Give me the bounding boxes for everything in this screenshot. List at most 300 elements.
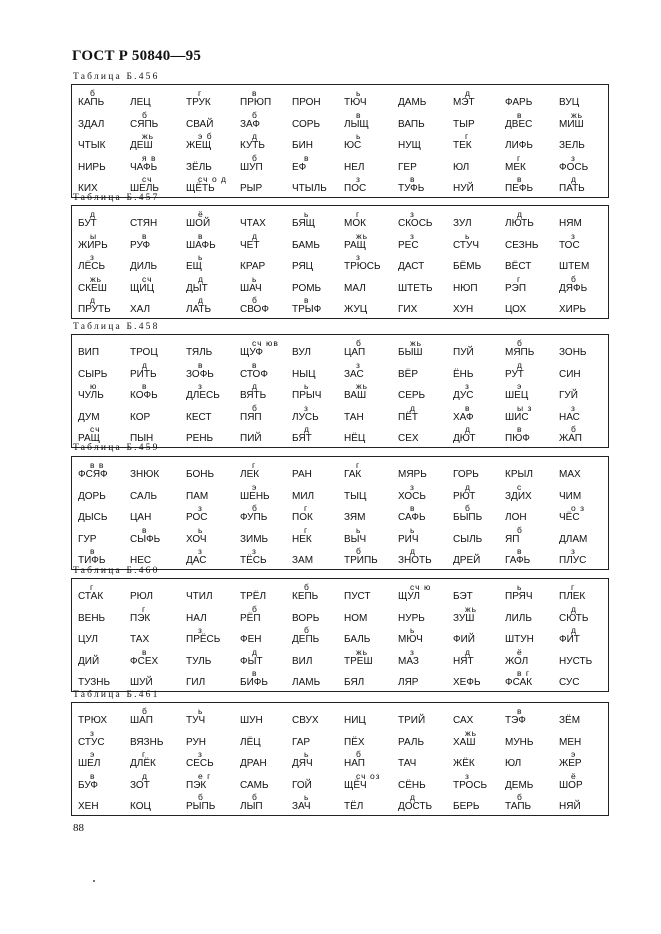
variant-note: сч о д [198, 174, 227, 184]
variant-note [78, 404, 100, 412]
word-text: ГАФЬ [505, 555, 531, 566]
word-text: ДЯФЬ [559, 282, 588, 294]
variant-note [78, 132, 105, 140]
word-text: ЗНЮК [130, 469, 160, 480]
word-cell [398, 210, 433, 229]
word-text: ШАФЬ [186, 239, 216, 251]
variant-note: е г [198, 770, 212, 781]
word-cell [559, 648, 592, 667]
variant-note: б [517, 338, 523, 348]
word-text: ФЫТ [240, 655, 263, 667]
variant-note: с [517, 481, 523, 492]
word-text: ЮЛ [505, 758, 522, 769]
word-text: ВЕНЬ [78, 612, 106, 624]
variant-note [505, 729, 533, 737]
word-cell [453, 793, 479, 812]
variant-note: д [198, 295, 204, 305]
variant-note: з [198, 546, 203, 556]
word-cell [559, 275, 587, 294]
variant-note [344, 729, 365, 737]
variant-note: ь [252, 273, 258, 284]
word-text: ДАСТ [398, 261, 425, 272]
variant-note [559, 339, 587, 347]
word-cell [559, 729, 581, 748]
word-cell [505, 253, 531, 272]
variant-note: г [90, 582, 95, 592]
variant-note [78, 154, 106, 162]
word-cell [240, 793, 263, 812]
word-cell [186, 583, 213, 602]
variant-note [130, 626, 149, 634]
word-cell [559, 526, 587, 545]
variant-note: з [465, 381, 470, 391]
word-cell [292, 404, 319, 423]
variant-note [130, 793, 151, 801]
word-text: БУТ [78, 218, 97, 229]
word-text: ВАПЬ [398, 118, 425, 130]
variant-note: в [252, 668, 258, 678]
word-text: ДЕПЬ [292, 634, 320, 645]
word-text: ЧУЛЬ [78, 390, 104, 401]
word-text: ВЫЧ [344, 533, 367, 545]
word-text: ФАРЬ [505, 97, 533, 108]
word-text: БЯЛ [344, 677, 365, 688]
variant-note: д [304, 424, 310, 434]
variant-note [292, 729, 310, 737]
variant-note [186, 425, 213, 433]
word-text: ЗУЛ [453, 218, 472, 229]
variant-note [130, 296, 150, 304]
word-text: ЧИМ [559, 490, 582, 502]
variant-note: э [90, 749, 96, 759]
word-cell [130, 154, 157, 173]
variant-note: з [571, 402, 576, 413]
table-row [72, 750, 608, 772]
variant-note [130, 339, 158, 347]
word-text: ФСАК [505, 677, 533, 688]
word-text: ТРОСЬ [453, 779, 488, 791]
variant-note: б [142, 706, 148, 716]
word-cell [398, 583, 431, 602]
variant-note: жь [356, 646, 369, 657]
variant-note: з [356, 174, 361, 184]
variant-note: д [198, 273, 204, 284]
word-cell [78, 210, 97, 229]
word-text: ФСЯФ [78, 469, 108, 480]
variant-note [130, 483, 157, 491]
word-text: РУФ [130, 239, 151, 251]
word-text: ЕЩ [186, 261, 203, 272]
word-cell [344, 339, 365, 358]
variant-note [559, 210, 582, 218]
variant-note [292, 111, 320, 119]
word-cell [292, 89, 321, 108]
word-text: ЗАЧ [292, 801, 311, 812]
word-cell [453, 89, 475, 108]
variant-note [186, 154, 212, 162]
word-text: НЕС [130, 555, 152, 566]
variant-note [186, 583, 213, 591]
word-cell [292, 707, 319, 726]
word-cell [398, 526, 419, 545]
word-cell [505, 504, 527, 523]
word-cell [292, 605, 319, 624]
word-cell [398, 339, 423, 358]
word-text: ПРУТЬ [78, 304, 111, 315]
word-text: БЕРЬ [453, 801, 480, 812]
word-text: ШУЙ [130, 677, 153, 688]
word-text: ПИЙ [240, 433, 262, 444]
word-text: ГИЛ [186, 677, 206, 688]
variant-note: з [410, 230, 415, 241]
word-text: МЯПЬ [505, 347, 535, 358]
word-cell [344, 361, 364, 380]
variant-note [344, 707, 366, 715]
word-cell [505, 132, 533, 151]
word-text: БОНЬ [186, 469, 215, 480]
word-cell [505, 772, 533, 791]
word-text: ЖИРЬ [78, 239, 108, 251]
word-cell [130, 404, 150, 423]
variant-note [559, 669, 579, 677]
word-cell [559, 404, 580, 423]
word-text: ЛЫП [240, 801, 263, 812]
word-text: НИРЬ [78, 161, 106, 173]
table-row [72, 729, 608, 751]
variant-note [559, 382, 578, 390]
word-cell [240, 669, 268, 688]
word-cell [78, 547, 105, 566]
variant-note: з [198, 503, 203, 513]
word-text: СВОФ [240, 304, 269, 315]
word-text: ТЫР [453, 118, 475, 130]
word-cell [292, 483, 314, 502]
word-text: ГУЙ [559, 390, 578, 401]
word-cell [292, 504, 313, 523]
word-cell [559, 425, 582, 444]
word-text: БАЛЬ [344, 634, 371, 645]
variant-note: в [142, 646, 148, 657]
variant-note: б [252, 295, 258, 305]
word-text: НУСТЬ [559, 655, 593, 667]
variant-note: э [571, 749, 577, 759]
variant-note [398, 111, 425, 119]
variant-note [344, 793, 363, 801]
word-text: ХЕН [78, 801, 99, 812]
word-text: РЮТ [453, 490, 476, 502]
word-cell [453, 175, 474, 194]
variant-note: о з [571, 503, 585, 513]
variant-note: з [465, 770, 470, 781]
table-row [72, 132, 608, 154]
word-cell [130, 626, 149, 645]
word-text: ХЕФЬ [453, 677, 481, 688]
word-text: ЗДИХ [505, 490, 532, 502]
word-cell [78, 669, 110, 688]
variant-note [186, 404, 212, 412]
word-text: ЧЕТ [240, 239, 260, 251]
variant-note [292, 361, 315, 369]
word-cell [344, 232, 368, 251]
word-text: ЮС [344, 140, 362, 151]
word-cell [559, 605, 588, 624]
word-text: СЕСЬ [186, 758, 214, 769]
word-text: МИШ [559, 118, 584, 130]
word-text: ГОРЬ [453, 469, 479, 480]
word-cell [453, 425, 475, 444]
word-text: СЫФЬ [130, 533, 161, 545]
word-text: РАЛЬ [398, 736, 425, 748]
word-text: ЖЕЩ [186, 140, 212, 151]
word-text: ПАМ [186, 490, 209, 502]
word-cell [344, 461, 361, 480]
variant-note [453, 253, 481, 261]
variant-note [292, 605, 319, 613]
variant-note: б [356, 338, 362, 348]
word-text: ПРОН [292, 97, 321, 108]
variant-note [78, 504, 107, 512]
word-cell [453, 772, 487, 791]
word-cell [505, 275, 526, 294]
word-cell [505, 89, 532, 108]
variant-note: в [517, 424, 523, 434]
word-text: ЧТЫК [78, 140, 106, 151]
word-text: ЩИЦ [130, 282, 154, 294]
variant-note [453, 526, 482, 534]
word-cell [292, 793, 311, 812]
variant-note [344, 626, 370, 634]
word-text: ЧЁС [559, 512, 580, 523]
word-cell [453, 669, 481, 688]
word-cell [78, 772, 98, 791]
word-cell [559, 504, 585, 523]
word-cell [186, 210, 210, 229]
word-text: КРАР [240, 261, 266, 272]
word-text: ЩУЛ [398, 591, 420, 602]
word-text: ХАЛ [130, 304, 151, 315]
word-text: СЫРЬ [78, 368, 108, 380]
variant-note [240, 253, 265, 261]
variant-note [292, 175, 327, 183]
word-cell [505, 729, 533, 748]
word-text: ВИП [78, 347, 100, 358]
word-text: ШЕЦ [505, 390, 529, 401]
word-cell [344, 425, 365, 444]
word-cell [344, 404, 364, 423]
variant-note [130, 89, 151, 97]
word-cell [344, 132, 361, 151]
word-cell [453, 253, 481, 272]
variant-note: г [304, 524, 309, 535]
word-text: ДРЕЙ [453, 555, 481, 566]
variant-note [78, 175, 98, 183]
word-text: ВЁСТ [505, 261, 532, 272]
variant-note [186, 729, 206, 737]
word-cell [130, 583, 153, 602]
word-text: ДЫТ [186, 282, 208, 294]
word-text: СОРЬ [292, 118, 321, 130]
variant-note: б [252, 503, 258, 513]
table-row [72, 626, 608, 648]
word-cell [292, 210, 315, 229]
table-row [72, 605, 608, 627]
word-text: ЛОН [505, 512, 527, 523]
word-text: ЧАФЬ [130, 161, 158, 173]
word-cell [505, 526, 523, 545]
word-cell [78, 750, 100, 769]
word-cell [240, 750, 267, 769]
variant-note: ь [356, 131, 362, 141]
variant-note [240, 750, 267, 758]
word-cell [240, 707, 263, 726]
word-cell [398, 461, 427, 480]
word-text: ЛЯР [398, 677, 419, 688]
variant-note [453, 296, 473, 304]
word-text: ШАП [130, 715, 153, 726]
word-text: ЦУЛ [78, 634, 98, 645]
word-text: ПЁХ [344, 736, 365, 748]
variant-note [559, 132, 585, 140]
word-cell [559, 296, 586, 315]
variant-note: д [571, 625, 577, 635]
word-cell [130, 772, 150, 791]
variant-note [292, 648, 312, 656]
word-cell [344, 275, 366, 294]
word-cell [130, 253, 157, 272]
word-text: РИТЬ [130, 368, 157, 380]
variant-note [398, 382, 425, 390]
variant-note: б [465, 503, 471, 513]
word-cell [344, 526, 366, 545]
word-text: ЗОФЬ [186, 368, 214, 380]
word-cell [505, 425, 530, 444]
word-cell [186, 648, 211, 667]
variant-note [398, 89, 426, 97]
word-cell [398, 707, 425, 726]
word-table [71, 84, 609, 198]
word-cell [505, 296, 526, 315]
word-cell [186, 111, 213, 130]
variant-note: б [252, 402, 258, 413]
word-text: ЛИЛЬ [505, 612, 532, 624]
variant-note: з [90, 252, 95, 262]
variant-note [78, 483, 106, 491]
word-cell [398, 425, 419, 444]
variant-note [505, 626, 534, 634]
word-cell [559, 707, 580, 726]
word-text: НУЙ [453, 183, 474, 194]
word-cell [453, 526, 482, 545]
variant-note [240, 425, 262, 433]
word-cell [78, 648, 99, 667]
variant-note [559, 648, 592, 656]
word-text: МЯРЬ [398, 469, 427, 480]
word-cell [240, 425, 262, 444]
word-text: ХАФ [453, 411, 474, 423]
word-cell [186, 526, 207, 545]
variant-note: г [571, 582, 576, 592]
word-text: ТРОЦ [130, 347, 158, 358]
word-cell [130, 648, 158, 667]
word-text: ФОСЬ [559, 161, 589, 173]
variant-note [292, 461, 312, 469]
word-text: БАМЬ [292, 239, 320, 251]
word-cell [344, 154, 364, 173]
word-cell [240, 648, 263, 667]
word-text: ЗЁЛЬ [186, 161, 212, 173]
variant-note [559, 793, 581, 801]
variant-note [453, 154, 469, 162]
variant-note [78, 669, 110, 677]
word-cell [130, 89, 151, 108]
variant-note [453, 461, 479, 469]
word-cell [559, 210, 582, 229]
word-text: НУЩ [398, 140, 421, 151]
table-row [72, 339, 608, 361]
word-cell [453, 547, 480, 566]
word-cell [186, 483, 208, 502]
word-cell [292, 275, 321, 294]
word-text: КУТЬ [240, 140, 265, 151]
variant-note [398, 729, 424, 737]
variant-note [240, 626, 262, 634]
word-cell [453, 583, 473, 602]
word-cell [453, 750, 475, 769]
word-text: ДВЕС [505, 118, 533, 130]
word-cell [78, 729, 105, 748]
variant-note [344, 154, 364, 162]
word-text: ЖЁК [453, 758, 475, 769]
word-text: САЛЬ [130, 490, 158, 502]
variant-note [240, 210, 266, 218]
variant-note: з [356, 252, 361, 262]
word-cell [344, 648, 373, 667]
variant-note: ь [304, 381, 310, 391]
variant-note [130, 404, 150, 412]
word-text: БИН [292, 140, 313, 151]
variant-note: д [465, 646, 471, 657]
word-cell [398, 232, 419, 251]
word-cell [292, 232, 320, 251]
variant-note [453, 111, 475, 119]
word-text: ПЮФ [505, 433, 530, 444]
word-cell [559, 382, 578, 401]
word-cell [292, 750, 313, 769]
word-cell [292, 339, 311, 358]
word-cell [505, 404, 532, 423]
word-text: СТУЧ [453, 239, 480, 251]
variant-note [186, 339, 212, 347]
word-text: ДОРЬ [78, 490, 106, 502]
word-cell [559, 483, 581, 502]
word-cell [78, 504, 107, 523]
variant-note: г [304, 503, 309, 513]
word-cell [130, 111, 158, 130]
word-text: СТУС [78, 736, 105, 748]
word-text: ЁНЬ [453, 368, 474, 380]
variant-note: г [252, 460, 257, 470]
variant-note [292, 772, 312, 780]
word-cell [344, 483, 366, 502]
variant-note [344, 296, 367, 304]
word-text: БИФЬ [240, 677, 268, 688]
word-cell [505, 175, 533, 194]
word-text: СТОФ [240, 368, 268, 380]
word-cell [344, 583, 371, 602]
word-cell [505, 483, 532, 502]
variant-note [130, 425, 153, 433]
variant-note [505, 232, 539, 240]
